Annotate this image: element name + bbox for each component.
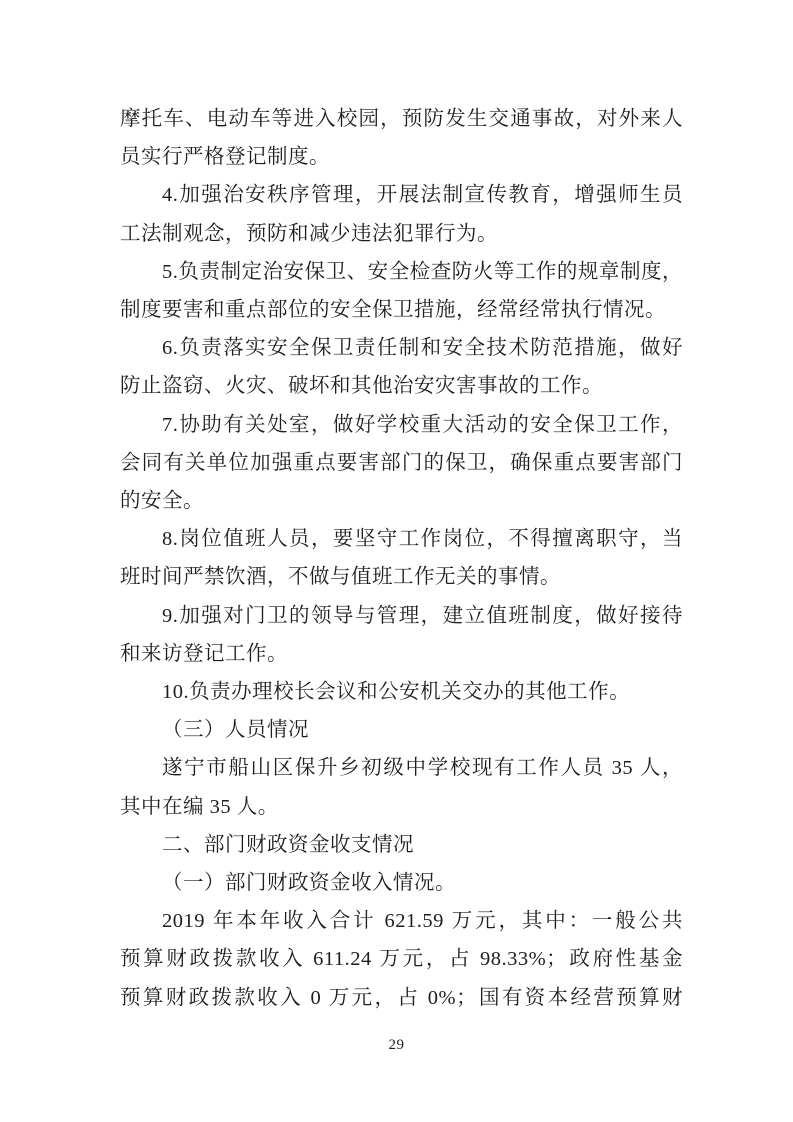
text-line: 工法制观念，预防和减少违法犯罪行为。 [120, 222, 498, 245]
text-line: 预算财政拨款收入 611.24 万元，占 98.33%；政府性基金 [120, 948, 683, 971]
text-line: 8.岗位值班人员，要坚守工作岗位，不得擅离职守，当 [162, 528, 683, 551]
text-line: （一）部门财政资金收入情况。 [162, 872, 456, 895]
paragraph-11 [120, 826, 683, 864]
text-line: 和来访登记工作。 [120, 642, 288, 665]
text-line: 的安全。 [120, 490, 204, 513]
text-line: 会同有关单位加强重点要害部门的保卫，确保重点要害部门 [120, 451, 683, 474]
text-line: （三）人员情况 [162, 719, 309, 742]
text-line: 制度要害和重点部位的安全保卫措施，经常经常执行情况。 [120, 299, 666, 322]
text-line: 员实行严格登记制度。 [120, 146, 330, 169]
text-line: 2019 年本年收入合计 621.59 万元，其中：一般公共 [162, 910, 683, 933]
paragraph-1 [120, 100, 683, 176]
text-line: 预算财政拨款收入 0 万元，占 0%；国有资本经营预算财 [120, 986, 683, 1009]
paragraph-2 [120, 176, 683, 252]
paragraph-7 [120, 597, 683, 673]
page-number: 29 [388, 1037, 405, 1053]
text-line: 6.负责落实安全保卫责任制和安全技术防范措施，做好 [162, 337, 683, 360]
paragraph-4 [120, 329, 683, 405]
paragraph-5 [120, 406, 683, 521]
text-line: 班时间严禁饮酒，不做与值班工作无关的事情。 [120, 566, 561, 589]
document-body [120, 100, 683, 1017]
text-line: 二、部门财政资金收支情况 [162, 833, 414, 856]
text-line: 摩托车、电动车等进入校园，预防发生交通事故，对外来人 [120, 108, 683, 130]
paragraph-6 [120, 520, 683, 596]
paragraph-13 [120, 902, 683, 1017]
text-line: 5.负责制定治安保卫、安全检查防火等工作的规章制度， [162, 260, 683, 283]
text-line: 防止盗窃、火灾、破坏和其他治安灾害事故的工作。 [120, 375, 603, 398]
text-line: 遂宁市船山区保升乡初级中学校现有工作人员 35 人， [162, 757, 683, 780]
paragraph-3 [120, 253, 683, 329]
text-line: 其中在编 35 人。 [120, 795, 279, 818]
paragraph-10 [120, 749, 683, 825]
text-line: 7.协助有关处室，做好学校重大活动的安全保卫工作， [162, 413, 683, 436]
text-line: 4.加强治安秩序管理，开展法制宣传教育，增强师生员 [162, 184, 683, 207]
text-line: 10.负责办理校长会议和公安机关交办的其他工作。 [162, 681, 631, 704]
text-line: 9.加强对门卫的领导与管理，建立值班制度，做好接待 [162, 604, 683, 627]
paragraph-9 [120, 711, 683, 749]
paragraph-8 [120, 673, 683, 711]
paragraph-12 [120, 864, 683, 902]
